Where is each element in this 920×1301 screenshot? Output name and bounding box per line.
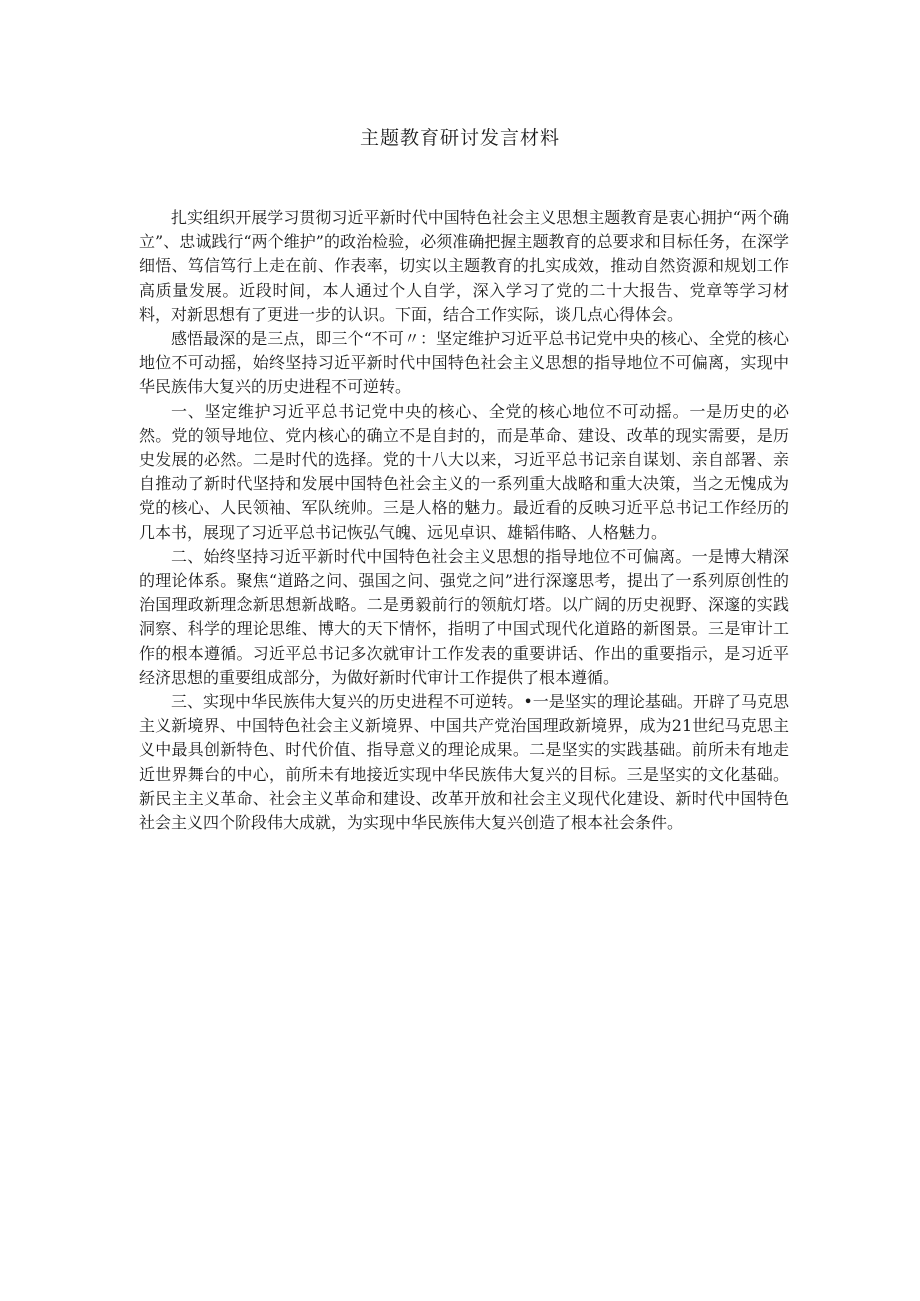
paragraph-point-three: 三、实现中华民族伟大复兴的历史进程不可逆转。•一是坚实的理论基础。开辟了马克思主义新境界、中国特色社会主义新境界、中国共产党治国理政新境界，成为21世纪马克思主义中最具创新特色、时代价值、指导意义的理论成果。二是坚实的实践基础。前所未有地走近世界舞台的中心，前所未有地接近实现中华民族伟大复兴的目标。三是坚实的文化基础。新民主主义革命、社会主义革命和建设、改革开放和社会主义现代化建设、新时代中国特色社会主义四个阶段伟大成就，为实现中华民族伟大复兴创造了根本社会条件。 [139,692,789,833]
document-title: 主题教育研讨发言材料 [359,127,560,149]
paragraph-summary: 感悟最深的是三点，即三个“不可〃：坚定维护习近平总书记党中央的核心、全党的核心地位不可动摇，始终坚持习近平新时代中国特色社会主义思想的指导地位不可偏离，实现中华民族伟大复兴的历史进程不可逆转。 [139,329,789,397]
paragraph-point-two: 二、始终坚持习近平新时代中国特色社会主义思想的指导地位不可偏离。一是博大精深的理论体系。聚焦“道路之问、强国之问、强党之问”进行深邃思考，提出了一系列原创性的治国理政新理念新思想新战略。二是勇毅前行的领航灯塔。以广阔的历史视野、深邃的实践洞察、科学的理论思维、博大的天下情怀，指明了中国式现代化道路的新图景。三是审计工作的根本遵循。习近平总书记多次就审计工作发表的重要讲话、作出的重要指示，是习近平经济思想的重要组成部分，为做好新时代审计工作提供了根本遵循。 [139,546,789,687]
document-body [139,206,789,835]
paragraph-point-one: 一、坚定维护习近平总书记党中央的核心、全党的核心地位不可动摇。一是历史的必然。党的领导地位、党内核心的确立不是自封的，而是革命、建设、改革的现实需要，是历史发展的必然。二是时代的选择。党的十八大以来，习近平总书记亲自谋划、亲自部署、亲自推动了新时代坚持和发展中国特色社会主义的一系列重大战略和重大决策，当之无愧成为党的核心、人民领袖、军队统帅。三是人格的魅力。最近看的反映习近平总书记工作经历的几本书，展现了习近平总书记恢弘气魄、远见卓识、雄韬伟略、人格魅力。 [139,401,789,542]
paragraph-intro: 扎实组织开展学习贯彻习近平新时代中国特色社会主义思想主题教育是衷心拥护“两个确立”、忠诚践行“两个维护”的政治检验，必须准确把握主题教育的总要求和目标任务，在深学细悟、笃信笃行上走在前、作表率，切实以主题教育的扎实成效，推动自然资源和规划工作高质量发展。近段时间，本人通过个人自学，深入学习了党的二十大报告、党章等学习材料，对新思想有了更进一步的认识。下面，结合工作实际，谈几点心得体会。 [139,208,789,324]
